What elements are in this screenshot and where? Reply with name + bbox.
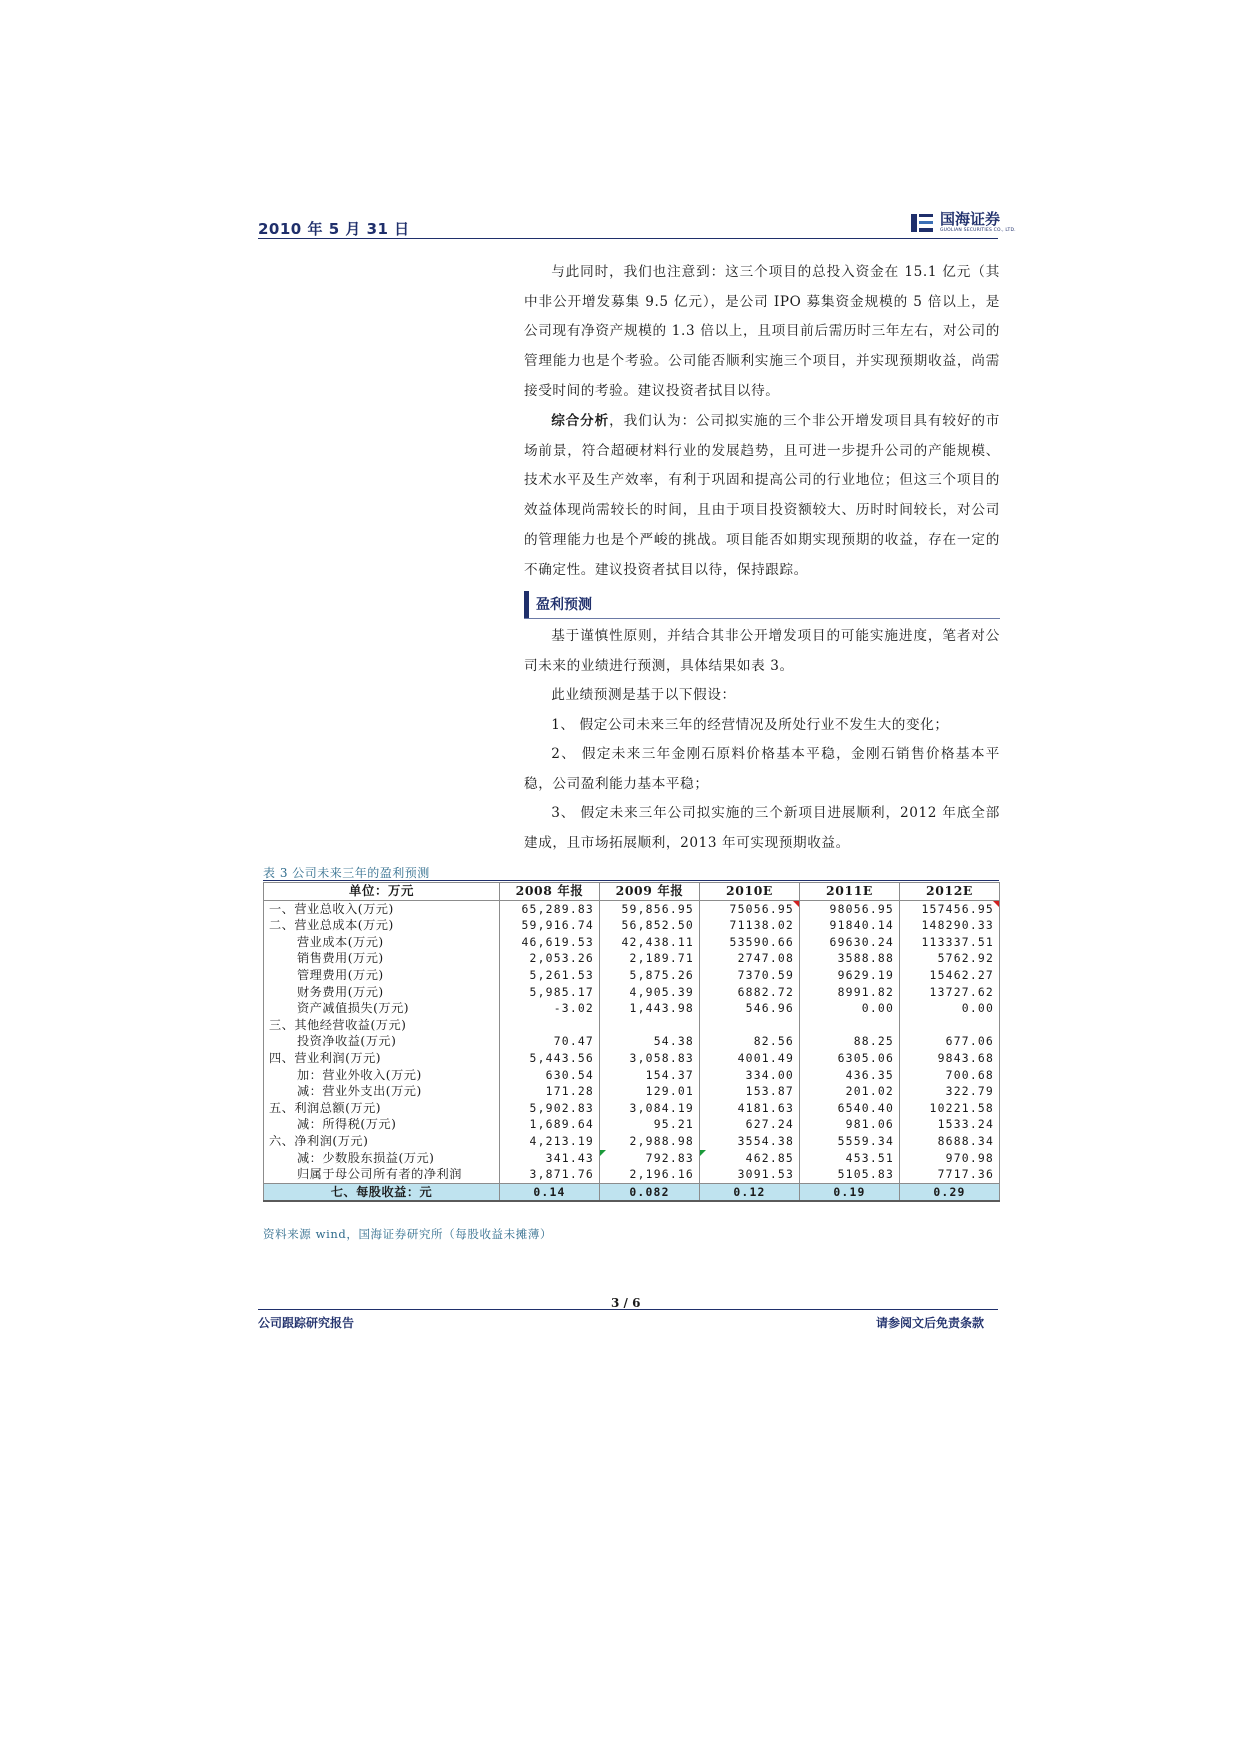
cell-value: 0.00 bbox=[900, 1000, 1000, 1017]
cell-value bbox=[800, 1017, 900, 1034]
cell-value bbox=[500, 1017, 600, 1034]
cell-value: 0.00 bbox=[800, 1000, 900, 1017]
header-2011e: 2011E bbox=[800, 883, 900, 901]
row-label: 减：营业外支出(万元) bbox=[264, 1083, 500, 1100]
cell-value: 54.38 bbox=[600, 1033, 700, 1050]
section-title: 盈利预测 bbox=[536, 597, 592, 613]
row-label: 三、其他经营收益(万元) bbox=[264, 1017, 500, 1034]
cell-value: 91840.14 bbox=[800, 917, 900, 934]
header-unit: 单位：万元 bbox=[264, 883, 500, 901]
table-row bbox=[264, 1083, 1000, 1100]
table-source-note: 资料来源 wind，国海证券研究所（每股收益未摊薄） bbox=[263, 1227, 553, 1241]
cell-value: 148290.33 bbox=[900, 917, 1000, 934]
cell-value: 70.47 bbox=[500, 1033, 600, 1050]
paragraph-risk: 与此同时，我们也注意到：这三个项目的总投入资金在 15.1 亿元（其中非公开增发募集 9.5 亿元），是公司 IPO 募集资金规模的 5 倍以上，是公司现有净资产规模的 1.3 倍以上，且项目前后需历时三年左右，对公司的管理能力也是个考验。公司能否顺利实施三个项目，并实现预期收益，尚需接受时间的考验。建议投资者拭目以待。 bbox=[524, 264, 1000, 399]
row-label: 减：所得税(万元) bbox=[264, 1116, 500, 1133]
table-row bbox=[264, 1000, 1000, 1017]
cell-value: 630.54 bbox=[500, 1067, 600, 1084]
eps-value: 0.12 bbox=[700, 1183, 800, 1201]
table-row bbox=[264, 934, 1000, 951]
cell-value: 3588.88 bbox=[800, 950, 900, 967]
cell-value: 627.24 bbox=[700, 1116, 800, 1133]
row-label: 财务费用(万元) bbox=[264, 984, 500, 1001]
cell-value: 2,053.26 bbox=[500, 950, 600, 967]
cell-value: 5,261.53 bbox=[500, 967, 600, 984]
cell-value: 88.25 bbox=[800, 1033, 900, 1050]
cell-value: 15462.27 bbox=[900, 967, 1000, 984]
row-label: 销售费用(万元) bbox=[264, 950, 500, 967]
cell-value: 5,902.83 bbox=[500, 1100, 600, 1117]
cell-value: 677.06 bbox=[900, 1033, 1000, 1050]
cell-value: 1533.24 bbox=[900, 1116, 1000, 1133]
cell-value: 322.79 bbox=[900, 1083, 1000, 1100]
disclaimer-link[interactable]: 请参阅文后免责条款 bbox=[876, 1316, 985, 1330]
table-row bbox=[264, 950, 1000, 967]
header-2008: 2008 年报 bbox=[500, 883, 600, 901]
table-row bbox=[264, 967, 1000, 984]
table-row bbox=[264, 1050, 1000, 1067]
cell-value bbox=[700, 1017, 800, 1034]
cell-value: 6882.72 bbox=[700, 984, 800, 1001]
logo-english-name: GUOLIAN SECURITIES CO., LTD. bbox=[940, 228, 1016, 234]
cell-value: 3,084.19 bbox=[600, 1100, 700, 1117]
cell-value: 2,196.16 bbox=[600, 1166, 700, 1183]
cell-value: 71138.02 bbox=[700, 917, 800, 934]
paragraph-assumptions-intro: 此业绩预测是基于以下假设： bbox=[551, 687, 736, 703]
cell-value: 8688.34 bbox=[900, 1133, 1000, 1150]
cell-value: 3,058.83 bbox=[600, 1050, 700, 1067]
cell-value: 4,905.39 bbox=[600, 984, 700, 1001]
cell-value: 3554.38 bbox=[700, 1133, 800, 1150]
table-row bbox=[264, 984, 1000, 1001]
assumption-1: 1、 假定公司未来三年的经营情况及所处行业不发生大的变化； bbox=[551, 717, 949, 733]
table-row bbox=[264, 1067, 1000, 1084]
table-row bbox=[264, 1150, 1000, 1167]
cell-value: 792.83 bbox=[600, 1150, 700, 1167]
logo-mark-icon bbox=[910, 212, 934, 234]
table-row bbox=[264, 1116, 1000, 1133]
cell-value: 56,852.50 bbox=[600, 917, 700, 934]
table-row bbox=[264, 1166, 1000, 1183]
row-label: 四、营业利润(万元) bbox=[264, 1050, 500, 1067]
cell-value: 341.43 bbox=[500, 1150, 600, 1167]
header-2009: 2009 年报 bbox=[600, 883, 700, 901]
cell-value: 5559.34 bbox=[800, 1133, 900, 1150]
paragraph-summary bbox=[524, 407, 1000, 585]
cell-value: 3,871.76 bbox=[500, 1166, 600, 1183]
section-marker bbox=[524, 591, 529, 618]
cell-value: 65,289.83 bbox=[500, 900, 600, 917]
row-label: 资产减值损失(万元) bbox=[264, 1000, 500, 1017]
cell-value: 5105.83 bbox=[800, 1166, 900, 1183]
eps-value: 0.082 bbox=[600, 1183, 700, 1201]
cell-value: 7717.36 bbox=[900, 1166, 1000, 1183]
logo-chinese-name: 国海证券 bbox=[940, 210, 1001, 229]
table-header-row bbox=[264, 883, 1000, 901]
cell-value: 4,213.19 bbox=[500, 1133, 600, 1150]
cell-value: 9629.19 bbox=[800, 967, 900, 984]
eps-value: 0.19 bbox=[800, 1183, 900, 1201]
cell-value: 436.35 bbox=[800, 1067, 900, 1084]
eps-value: 0.14 bbox=[500, 1183, 600, 1201]
table-row bbox=[264, 1033, 1000, 1050]
eps-row bbox=[264, 1183, 1000, 1201]
cell-value: 2,189.71 bbox=[600, 950, 700, 967]
cell-value: 154.37 bbox=[600, 1067, 700, 1084]
cell-value: 59,856.95 bbox=[600, 900, 700, 917]
assumption-2: 2、 假定未来三年金刚石原料价格基本平稳，金刚石销售价格基本平稳，公司盈利能力基本平稳； bbox=[524, 746, 1000, 792]
cell-value bbox=[900, 1017, 1000, 1034]
cell-value: 153.87 bbox=[700, 1083, 800, 1100]
cell-value: 981.06 bbox=[800, 1116, 900, 1133]
table-row bbox=[264, 1133, 1000, 1150]
cell-value: 334.00 bbox=[700, 1067, 800, 1084]
footer-divider bbox=[258, 1309, 998, 1310]
cell-value: 157456.95 bbox=[900, 900, 1000, 917]
row-label: 一、营业总收入(万元) bbox=[264, 900, 500, 917]
cell-value: 546.96 bbox=[700, 1000, 800, 1017]
cell-value: 8991.82 bbox=[800, 984, 900, 1001]
cell-value: 129.01 bbox=[600, 1083, 700, 1100]
row-label: 投资净收益(万元) bbox=[264, 1033, 500, 1050]
table-row bbox=[264, 1017, 1000, 1034]
cell-value: 2747.08 bbox=[700, 950, 800, 967]
cell-value: 2,988.98 bbox=[600, 1133, 700, 1150]
section-divider bbox=[524, 618, 1000, 619]
cell-value: 171.28 bbox=[500, 1083, 600, 1100]
header-divider bbox=[258, 238, 998, 239]
cell-value: 6540.40 bbox=[800, 1100, 900, 1117]
header-2012e: 2012E bbox=[900, 883, 1000, 901]
table-caption: 表 3 公司未来三年的盈利预测 bbox=[263, 866, 430, 880]
page-number: 3 / 6 bbox=[611, 1296, 641, 1310]
row-label: 营业成本(万元) bbox=[264, 934, 500, 951]
cell-value: 462.85 bbox=[700, 1150, 800, 1167]
cell-value: 1,689.64 bbox=[500, 1116, 600, 1133]
header-2010e: 2010E bbox=[700, 883, 800, 901]
cell-value: 5,443.56 bbox=[500, 1050, 600, 1067]
cell-value: 453.51 bbox=[800, 1150, 900, 1167]
row-label: 二、营业总成本(万元) bbox=[264, 917, 500, 934]
cell-value: 5,985.17 bbox=[500, 984, 600, 1001]
company-logo bbox=[910, 212, 1016, 234]
cell-value: 42,438.11 bbox=[600, 934, 700, 951]
cell-value: 970.98 bbox=[900, 1150, 1000, 1167]
cell-value: 4001.49 bbox=[700, 1050, 800, 1067]
earnings-forecast-table bbox=[263, 882, 1000, 1202]
cell-value: 6305.06 bbox=[800, 1050, 900, 1067]
row-label: 减：少数股东损益(万元) bbox=[264, 1150, 500, 1167]
cell-value: 5,875.26 bbox=[600, 967, 700, 984]
cell-value: 3091.53 bbox=[700, 1166, 800, 1183]
eps-label: 七、每股收益：元 bbox=[264, 1183, 500, 1201]
report-date: 2010 年 5 月 31 日 bbox=[258, 220, 410, 238]
cell-value: 53590.66 bbox=[700, 934, 800, 951]
cell-value: 5762.92 bbox=[900, 950, 1000, 967]
cell-value: 4181.63 bbox=[700, 1100, 800, 1117]
cell-value: 46,619.53 bbox=[500, 934, 600, 951]
cell-value: 82.56 bbox=[700, 1033, 800, 1050]
cell-value: 7370.59 bbox=[700, 967, 800, 984]
cell-value: 9843.68 bbox=[900, 1050, 1000, 1067]
eps-value: 0.29 bbox=[900, 1183, 1000, 1201]
summary-bold-lead: 综合分析 bbox=[551, 413, 610, 429]
cell-value: 95.21 bbox=[600, 1116, 700, 1133]
row-label: 归属于母公司所有者的净利润 bbox=[264, 1166, 500, 1183]
cell-value bbox=[600, 1017, 700, 1034]
cell-value: 10221.58 bbox=[900, 1100, 1000, 1117]
assumption-3: 3、 假定未来三年公司拟实施的三个新项目进展顺利，2012 年底全部建成，且市场拓展顺利，2013 年可实现预期收益。 bbox=[524, 805, 1000, 851]
table-row bbox=[264, 900, 1000, 917]
row-label: 五、利润总额(万元) bbox=[264, 1100, 500, 1117]
cell-value: 75056.95 bbox=[700, 900, 800, 917]
cell-value: 201.02 bbox=[800, 1083, 900, 1100]
table-top-rule bbox=[263, 880, 999, 881]
summary-text: ，我们认为：公司拟实施的三个非公开增发项目具有较好的市场前景，符合超硬材料行业的发展趋势，且可进一步提升公司的产能规模、技术水平及生产效率，有利于巩固和提高公司的行业地位；但这三个项目的效益体现尚需较长的时间，且由于项目投资额较大、历时时间较长，对公司的管理能力也是个严峻的挑战。项目能否如期实现预期的收益，存在一定的不确定性。建议投资者拭目以待，保持跟踪。 bbox=[524, 413, 1000, 578]
table-row bbox=[264, 917, 1000, 934]
cell-value: 13727.62 bbox=[900, 984, 1000, 1001]
paragraph-forecast-intro: 基于谨慎性原则，并结合其非公开增发项目的可能实施进度，笔者对公司未来的业绩进行预测，具体结果如表 3。 bbox=[524, 628, 1000, 674]
row-label: 管理费用(万元) bbox=[264, 967, 500, 984]
cell-value: 700.68 bbox=[900, 1067, 1000, 1084]
row-label: 加：营业外收入(万元) bbox=[264, 1067, 500, 1084]
cell-value: 59,916.74 bbox=[500, 917, 600, 934]
row-label: 六、净利润(万元) bbox=[264, 1133, 500, 1150]
cell-value: 98056.95 bbox=[800, 900, 900, 917]
report-type-label: 公司跟踪研究报告 bbox=[258, 1316, 355, 1330]
table-row bbox=[264, 1100, 1000, 1117]
cell-value: 1,443.98 bbox=[600, 1000, 700, 1017]
cell-value: 69630.24 bbox=[800, 934, 900, 951]
cell-value: 113337.51 bbox=[900, 934, 1000, 951]
cell-value: -3.02 bbox=[500, 1000, 600, 1017]
